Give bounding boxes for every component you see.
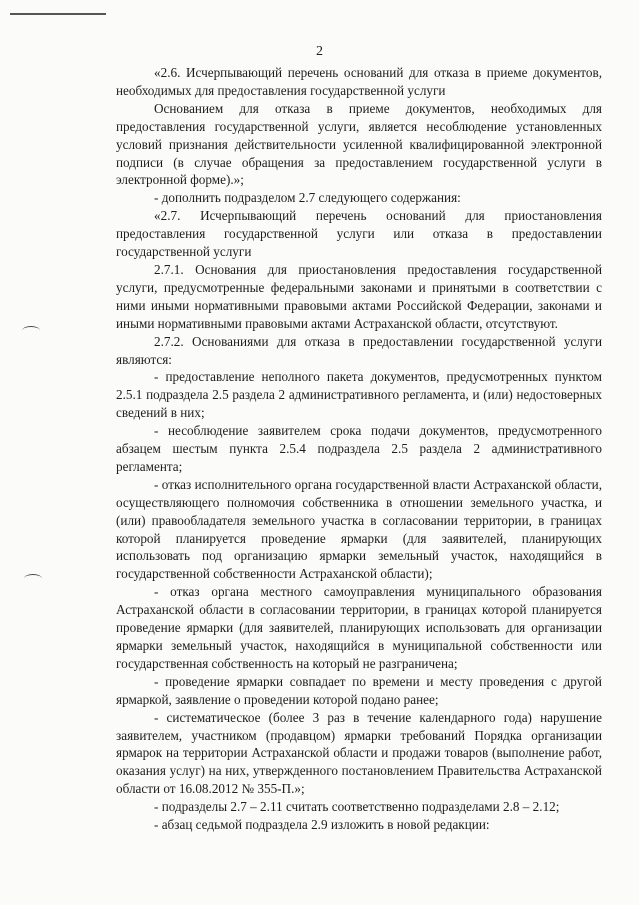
paragraph: Основанием для отказа в приеме документов, необходимых для предоставления государственной услуги, является несоблюдение установленных условий признания действительности усиленной квалифицированной электронной подписи (в случае обращения за предоставлением государственной услуги в электронной форме).»; bbox=[116, 100, 602, 188]
paragraph: 2.7.1. Основания для приостановления предоставления государственной услуги, предусмотренные федеральными законами и принятыми в соответствии с ними иными нормативными правовыми актами Российской Федерации, законами и иными нормативными правовыми актами Астраханской области, отсутствуют. bbox=[116, 261, 602, 331]
list-item: - проведение ярмарки совпадает по времени и месту проведения с другой ярмаркой, заявление о проведении которой подано ранее; bbox=[116, 673, 602, 707]
paragraph: 2.7.2. Основаниями для отказа в предоставлении государственной услуги являются: bbox=[116, 333, 602, 367]
list-item: - отказ исполнительного органа государственной власти Астраханской области, осуществляющего полномочия собственника в отношении земельного участка, и (или) правообладателя земельного участка в согласовании территории, в границах которой планируется проведение ярмарки (для заявителей, планирующих использовать под организацию ярмарки земельный участок, находящийся в государственной собственности Астраханской области); bbox=[116, 476, 602, 582]
document-body bbox=[116, 64, 602, 834]
list-item: - отказ органа местного самоуправления муниципального образования Астраханской области в согласовании территории, в границах которой планируется проведение ярмарки (для заявителей, планирующих использовать для организации ярмарки земельный участок, находящийся в муниципальной собственности или государственная собственность на который не разграничена; bbox=[116, 584, 602, 671]
list-item: - систематическое (более 3 раз в течение календарного года) нарушение заявителем, участником (продавцом) ярмарки требований Порядка организации ярмарок на территории Астраханской области и продажи товаров (выполнение работ, оказания услуг) на них, утвержденного постановлением Правительства Астраханской области от 16.08.2012 № 355-П.»; bbox=[116, 709, 602, 797]
list-item: - несоблюдение заявителем срока подачи документов, предусмотренного абзацем шестым пункта 2.5.4 подраздела 2.5 раздела 2 административного регламента; bbox=[116, 423, 602, 474]
page-number: 2 bbox=[316, 44, 323, 59]
list-item: - абзац седьмой подраздела 2.9 изложить в новой редакции: bbox=[154, 817, 490, 833]
section-2-7-heading: «2.7. Исчерпывающий перечень оснований для приостановления предоставления государственной услуги или отказа в предоставлении государственной услуги bbox=[116, 208, 602, 260]
binder-hole-mark bbox=[22, 326, 40, 335]
scan-edge-line bbox=[10, 13, 106, 15]
list-item: - подразделы 2.7 – 2.11 считать соответственно подразделами 2.8 – 2.12; bbox=[154, 799, 560, 815]
list-item: - предоставление неполного пакета документов, предусмотренных пунктом 2.5.1 подраздела 2.5 раздела 2 административного регламента, и (или) недостоверных сведений в них; bbox=[116, 369, 602, 421]
section-2-6-heading: «2.6. Исчерпывающий перечень оснований для отказа в приеме документов, необходимых для предоставления государственной услуги bbox=[116, 65, 602, 98]
binder-hole-mark bbox=[24, 574, 42, 583]
paragraph: - дополнить подразделом 2.7 следующего содержания: bbox=[154, 190, 461, 206]
